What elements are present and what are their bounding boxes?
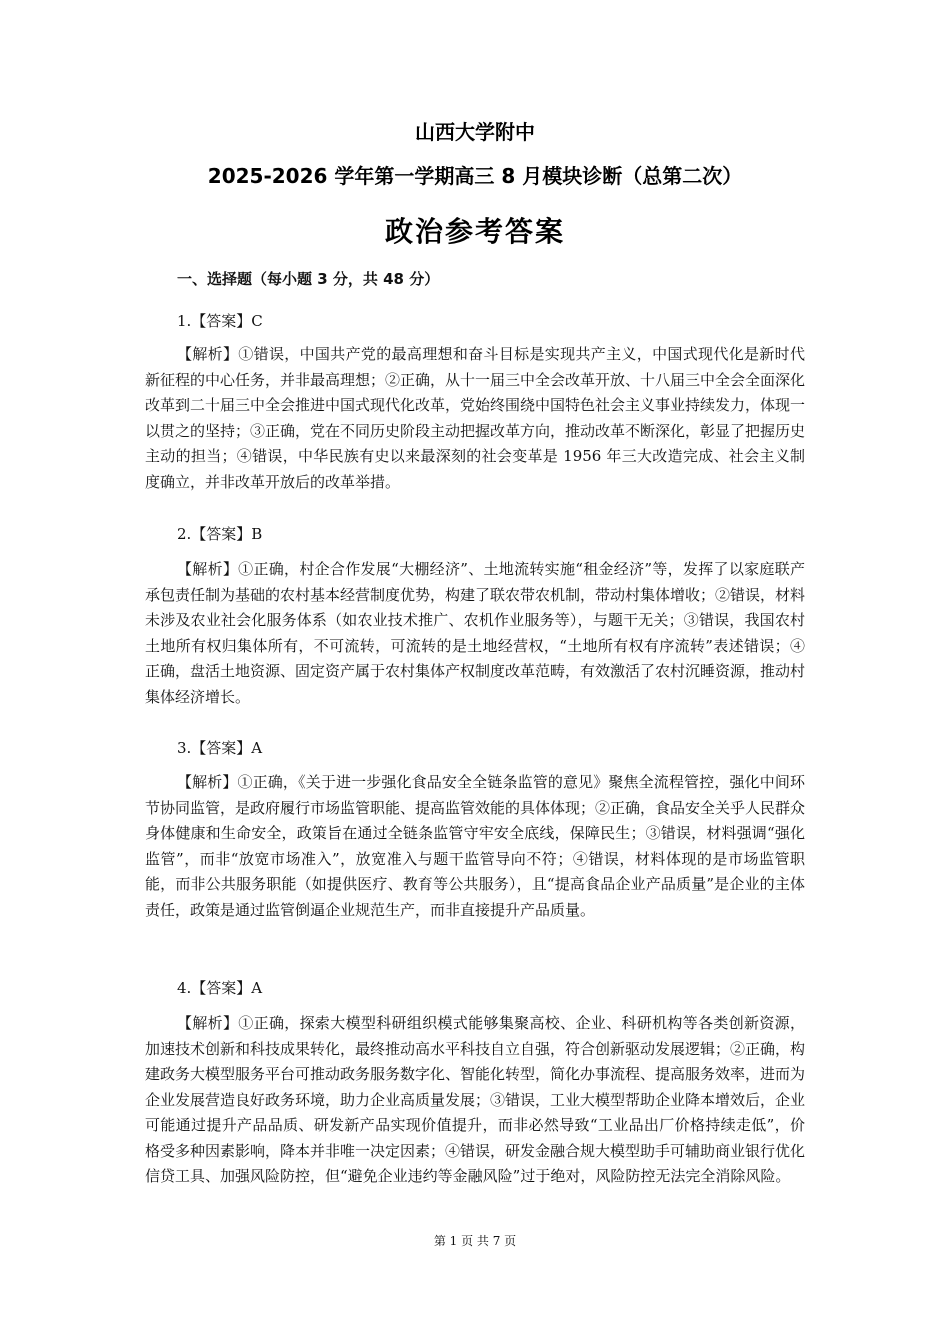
question-4-answer: 4.【答案】A bbox=[177, 979, 263, 997]
section-heading: 一、选择题（每小题 3 分，共 48 分） bbox=[177, 270, 440, 288]
exam-title: 2025-2026 学年第一学期高三 8 月模块诊断（总第二次） bbox=[207, 164, 743, 188]
question-4-analysis: 【解析】①正确，探索大模型科研组织模式能够集聚高校、企业、科研机构等各类创新资源，加速技术创新和科技成果转化，最终推动高水平科技自立自强，符合创新驱动发展逻辑；②正确，构建政务大模型服务平台可推动政务服务数字化、智能化转型，简化办事流程、提高服务效率，进而为企业发展营造良好政务环境，助力企业高质量发展；③错误，工业大模型帮助企业降本增效后，企业可能通过提升产品品质、研发新产品实现价值提升，而非必然导致“工业品出厂价格持续走低”，价格受多种因素影响，降本并非唯一决定因素；④错误，研发金融合规大模型助手可辅助商业银行优化信贷工具、加强风险防控，但“避免企业违约等金融风险”过于绝对，风险防控无法完全消除风险。 bbox=[145, 1014, 806, 1185]
page-footer: 第 1 页 共 7 页 bbox=[433, 1234, 517, 1248]
question-3-answer: 3.【答案】A bbox=[177, 739, 263, 757]
question-1-analysis: 【解析】①错误，中国共产党的最高理想和奋斗目标是实现共产主义，中国式现代化是新时代新征程的中心任务，并非最高理想；②正确，从十一届三中全会改革开放、十八届三中全会全面深化改革到二十届三中全会推进中国式现代化改革，党始终围绕中国特色社会主义事业持续发力，体现一以贯之的坚持；③正确，党在不同历史阶段主动把握改革方向，推动改革不断深化，彰显了把握历史主动的担当；④错误，中华民族有史以来最深刻的社会变革是 1956 年三大改造完成、社会主义制度确立，并非改革开放后的改革举措。 bbox=[145, 345, 806, 491]
question-3-analysis: 【解析】①正确，《关于进一步强化食品安全全链条监管的意见》聚焦全流程管控，强化中间环节协同监管，是政府履行市场监管职能、提高监管效能的具体体现；②正确，食品安全关乎人民群众身体健康和生命安全，政策旨在通过全链条监管守牢安全底线，保障民生；③错误，材料强调“强化监管”，而非“放宽市场准入”，放宽准入与题干监管导向不符；④错误，材料体现的是市场监管职能，而非公共服务职能（如提供医疗、教育等公共服务），且“提高食品企业产品质量”是企业的主体责任，政策是通过监管倒逼企业规范生产，而非直接提升产品质量。 bbox=[145, 773, 806, 919]
question-2-analysis: 【解析】①正确，村企合作发展“大棚经济”、土地流转实施“租金经济”等，发挥了以家庭联产承包责任制为基础的农村基本经营制度优势，构建了联农带农机制，带动村集体增收；②错误，材料未涉及农业社会化服务体系（如农业技术推广、农机作业服务等），与题干无关；③错误，我国农村土地所有权归集体所有，不可流转，可流转的是土地经营权，“土地所有权有序流转”表述错误；④正确，盘活土地资源、固定资产属于农村集体产权制度改革范畴，有效激活了农村沉睡资源，推动村集体经济增长。 bbox=[145, 560, 806, 706]
question-2-answer: 2.【答案】B bbox=[177, 525, 263, 543]
subject-title: 政治参考答案 bbox=[384, 215, 565, 248]
question-1-answer: 1.【答案】C bbox=[177, 312, 263, 330]
school-name: 山西大学附中 bbox=[415, 120, 535, 144]
